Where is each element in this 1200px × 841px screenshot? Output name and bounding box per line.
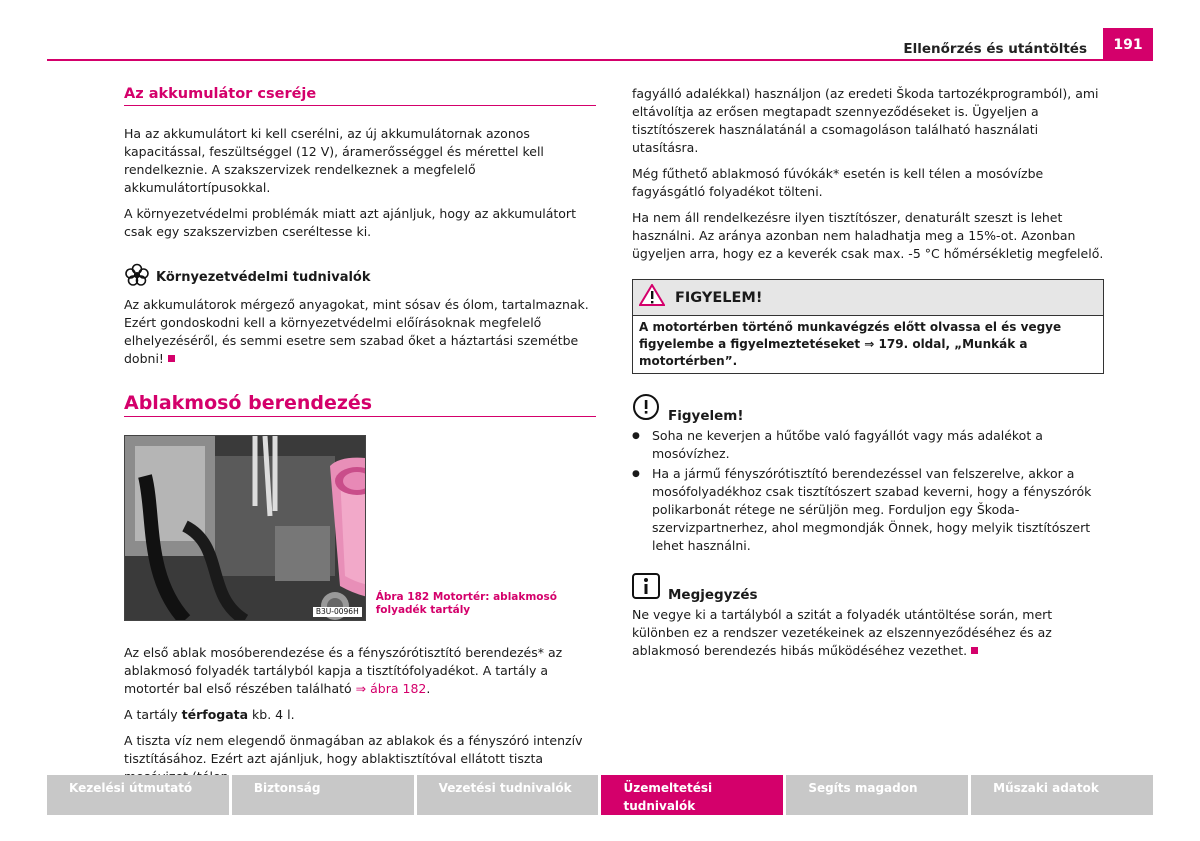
note-title: Megjegyzés [668,587,758,603]
warning-text: A motortérben történő munkavégzés előtt olvassa el és vegye figyelembe a figyelmeztetéseket ⇒ 179. oldal, „Munkák a motortérben”. [639,320,1062,368]
tab-muszaki-adatok[interactable]: Műszaki adatok [971,775,1153,815]
washer-paragraph-2: A tartály térfogata kb. 4 l. [124,707,295,722]
flower-icon [124,263,150,293]
tab-segits-magadon[interactable]: Segíts magadon [786,775,968,815]
info-icon [632,573,660,604]
washer-paragraph-3: A tiszta víz nem elegendő önmagában az ablakok és a fényszóró intenzív tisztításához. Ezért azt ajánljuk, hogy ablaktisztítóval ellátott tiszta [124,733,583,766]
caution-heading [632,394,1104,425]
battery-heading: Az akkumulátor cseréje [124,85,596,106]
battery-paragraph-1: Ha az akkumulátort ki kell cserélni, az új akkumulátornak azonos kapacitással, feszültséggel (12 V), áramerősséggel és mérettel kell rendelkeznie. A szakszervizek rendelkeznek a megfelelő akkumulátortípusokkal. [124,126,544,195]
washer-heading: Ablakmosó berendezés [124,394,596,417]
figure-caption: Ábra 182 Motortér: ablakmosó folyadék tartály [375,591,557,616]
tab-uzemeltetesi-tudnivalok[interactable]: Üzemeltetési tudnivalók [601,775,783,815]
end-square-icon [168,355,175,362]
tab-vezetesi-tudnivalok[interactable]: Vezetési tudnivalók [417,775,599,815]
caution-item: ● Ha a jármű fényszórótisztító berendezéssel van felszerelve, akkor a mosófolyadékhoz csak tisztítószert szabad keverni, hogy a fényszórók polikarbonát rétege ne sérüljön meg. Forduljon egy Škoda-szervizpartnerhez, ahol megmondják Önnek, hogy melyik tisztítószert lehet használni. [632,465,1104,555]
environment-text: Az akkumulátorok mérgező anyagokat, mint sósav és ólom, tartalmaznak. Ezért gondoskodni kell a környezetvédelmi előírásoknak megfelelő elhelyezéséről, és semmi esetre sem szabad őket a háztartási szemétbe dobni! [124,297,589,366]
warning-triangle-icon [639,284,665,311]
warning-box [632,279,1104,374]
caution-exclamation-icon [632,394,660,425]
header-rule [47,59,1153,61]
washer-paragraph-1: Az első ablak mosóberendezése és a fényszórótisztító berendezés* az ablakmosó folyadék tartályból kapja a tisztítófolyadékot. A tartály a motortér bal első részében található ⇒ ábra 182. [124,645,563,696]
right-paragraph-3: Ha nem áll rendelkezésre ilyen tisztítószer, denaturált szeszt is lehet használni. Az aránya azonban nem haladhatja meg a 15%-ot. Azonban ügyeljen arra, hogy ez a keverék csak max. -5 °C hőmérsékletig megfelelő. [632,210,1104,261]
note-heading [632,573,1104,604]
caution-title: Figyelem! [668,408,744,424]
caution-list [632,427,1104,555]
note-text: Ne vegye ki a tartályból a szitát a folyadék utántöltése során, mert különben ez a rendszer vezetékeinek az elszennyeződéséhez és az ablakmosó berendezés hibás működéséhez vezethet. [632,607,1053,658]
warning-title [633,280,1103,316]
tab-biztonsag[interactable]: Biztonság [232,775,414,815]
page-number: 191 [1103,28,1153,61]
engine-bay-photo [124,435,366,621]
figure-182 [124,435,596,621]
page-header-title: Ellenőrzés és utántöltés [903,41,1087,57]
figure-link[interactable]: ⇒ ábra 182 [355,681,427,696]
right-paragraph-2: Még fűthető ablakmosó fúvókák* esetén is kell télen a mosóvízbe fagyásgátló folyadékot tölteni. [632,166,1044,199]
warning-title-label: FIGYELEM! [675,289,763,306]
environment-heading [124,263,596,293]
right-paragraph-1: fagyálló adalékkal) használjon (az eredeti Škoda tartozékprogramból), ami eltávolítja az erősen megtapadt szennyeződéseket is. Ügyeljen a tisztítószerek használatánál a csomagoláson található használati utasításra. [632,86,1099,155]
tab-kezelesi-utmutato[interactable]: Kezelési útmutató [47,775,229,815]
end-square-icon [971,647,978,654]
environment-heading-label: Környezetvédelmi tudnivalók [156,270,371,285]
footer-nav [47,775,1153,815]
battery-paragraph-2: A környezetvédelmi problémák miatt azt ajánljuk, hogy az akkumulátort csak egy szakszervizben cseréltesse ki. [124,206,576,239]
right-column [632,85,1104,668]
caution-item: ● Soha ne keverjen a hűtőbe való fagyállót vagy más adalékot a mosóvízhez. [632,427,1104,463]
figure-code: B3U-0096H [313,607,362,617]
left-column [124,85,596,794]
